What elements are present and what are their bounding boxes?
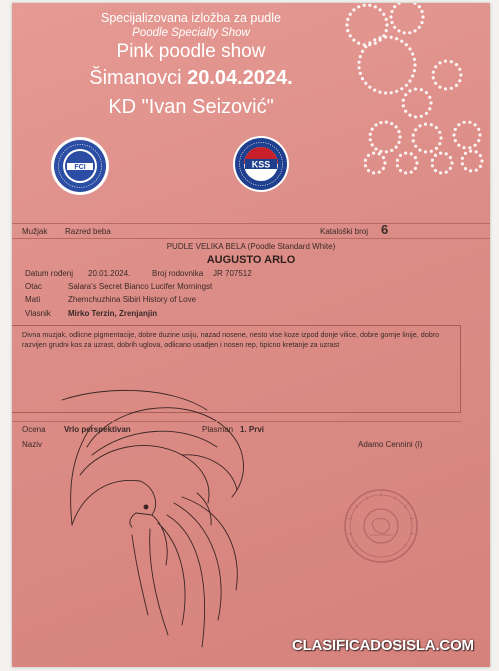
pedigree-label: Broj rodovnika — [152, 269, 204, 278]
poodle-dot — [439, 152, 442, 155]
poodle-dot — [461, 162, 464, 165]
show-title-english: Poodle Specialty Show — [132, 27, 250, 39]
dotted-poodle-graphic — [327, 3, 490, 188]
poodle-dot — [444, 87, 447, 90]
poodle-dot — [450, 87, 453, 90]
pedigree-value: JR 707512 — [213, 269, 252, 278]
poodle-dot — [390, 10, 393, 13]
poodle-dot — [458, 79, 461, 82]
dam-value: Zhemchuzhina Sibiri History of Love — [68, 295, 197, 304]
poodle-dot — [384, 35, 387, 38]
poodle-dot — [357, 5, 360, 8]
poodle-dot — [420, 21, 423, 24]
poodle-dot — [455, 63, 458, 66]
poodle-dot — [418, 5, 421, 8]
site-watermark: CLASIFICADOSISLA.COM — [292, 637, 474, 654]
poodle-dot — [431, 159, 434, 162]
show-name: Pink poodle show — [116, 41, 266, 62]
poodle-dot — [414, 115, 417, 118]
fci-logo-icon — [50, 136, 110, 196]
poodle-dot — [414, 145, 417, 148]
poodle-dot — [430, 123, 433, 126]
poodle-dot — [410, 171, 413, 174]
poodle-dot — [404, 93, 407, 96]
poodle-dot — [371, 143, 374, 146]
poodle-dot — [439, 171, 442, 174]
poodle-dot — [445, 171, 448, 174]
poodle-dot — [477, 128, 480, 131]
poodle-dot — [382, 156, 385, 159]
poodle-dot — [396, 164, 399, 167]
show-title-serbian: Specijalizovana izložba za pudle — [101, 11, 281, 25]
poodle-dot — [414, 128, 417, 131]
poodle-dot — [418, 124, 421, 127]
poodle-dot — [378, 91, 381, 94]
class-value: Razred beba — [65, 227, 111, 236]
poodle-dot — [346, 29, 349, 32]
poodle-dot — [345, 23, 348, 26]
dob-value: 20.01.2024. — [88, 269, 131, 278]
poodle-dot — [430, 150, 433, 153]
owner-label: Vlasnik — [25, 309, 51, 318]
result-divider — [12, 421, 461, 422]
breed-line: PUDLE VELIKA BELA (Poodle Standard White) — [166, 242, 336, 251]
poodle-dot — [404, 171, 407, 174]
poodle-dot — [397, 141, 400, 144]
poodle-dot — [373, 38, 376, 41]
poodle-dot — [364, 164, 367, 167]
entry-divider — [12, 238, 490, 239]
poodle-dot — [455, 84, 458, 87]
poodle-dot — [374, 5, 377, 8]
poodle-dot — [393, 5, 396, 8]
poodle-dot — [367, 154, 370, 157]
poodle-dot — [398, 135, 401, 138]
poodle-dot — [454, 139, 457, 142]
poodle-dot — [390, 122, 393, 125]
poodle-dot — [415, 161, 418, 164]
poodle-dot — [413, 29, 416, 32]
poodle-dot — [383, 161, 386, 164]
fci-logo-label: FCI — [74, 164, 86, 172]
poodle-dot — [385, 150, 388, 153]
poodle-dot — [385, 18, 388, 21]
poodle-dot — [424, 150, 427, 153]
poodle-dot — [414, 88, 417, 91]
poodle-dot — [480, 159, 483, 162]
catalog-label: Kataloški broj — [320, 227, 369, 236]
poodle-dot — [428, 107, 431, 110]
poodle-dot — [425, 112, 428, 115]
poodle-dot — [450, 60, 453, 63]
poodle-dot — [399, 169, 402, 172]
poodle-dot — [449, 156, 452, 159]
poodle-dot — [358, 66, 361, 69]
show-date: 20.04.2024. — [187, 67, 293, 89]
poodle-dot — [373, 89, 376, 92]
poodle-dot — [363, 4, 366, 7]
grade-label: Ocena — [22, 425, 46, 434]
poodle-dot — [444, 60, 447, 63]
poodle-dot — [463, 146, 466, 149]
poodle-dot — [364, 159, 367, 162]
poodle-dot — [478, 133, 481, 136]
poodle-dot — [479, 154, 482, 157]
poodle-dot — [431, 164, 434, 167]
organizer-club: KD "Ivan Seizović" — [108, 96, 274, 118]
sire-value: Salara's Secret Bianco Lucifer Morningst — [68, 282, 213, 291]
poodle-dot — [408, 89, 411, 92]
poodle-dot — [374, 42, 377, 45]
poodle-dot — [403, 31, 406, 34]
poodle-dot — [408, 114, 411, 117]
title-label: Naziv — [22, 440, 43, 449]
dob-label: Datum rođenj — [25, 269, 74, 278]
poodle-dot — [405, 43, 408, 46]
poodle-dot — [382, 167, 385, 170]
poodle-dot — [361, 77, 364, 80]
poodle-dot — [418, 149, 421, 152]
poodle-dot — [434, 82, 437, 85]
critique-text: Divna muzjak, odlicne pigmentacije, dobre duzine usiju, nazad nosene, nesto vise koze izpod donje vilice, dobre gornje linije, dobro razvijen grudni kos za uzrast, dobrih uglova, odlicano usadjen i nosen rep, tipicno kretanje za uzrast — [22, 330, 440, 349]
poodle-dot — [468, 146, 471, 149]
poodle-dot — [438, 86, 441, 89]
poodle-dot — [397, 3, 400, 5]
poodle-dot — [390, 21, 393, 24]
poodle-dot — [420, 115, 423, 118]
poodle-dot — [438, 61, 441, 64]
poodle-dot — [378, 36, 381, 39]
poodle-dot — [374, 147, 377, 150]
poodle-dot — [414, 167, 417, 170]
poodle-dot — [413, 63, 416, 66]
poodle-dot — [389, 15, 392, 18]
poodle-dot — [459, 73, 462, 76]
owner-value: Mirko Terzin, Zrenjanjin — [68, 309, 158, 318]
poodle-dot — [399, 154, 402, 157]
poodle-dot — [413, 69, 416, 72]
poodle-dot — [396, 159, 399, 162]
poodle-dot — [359, 55, 362, 58]
poodle-dot — [479, 165, 482, 168]
poodle-dot — [371, 128, 374, 131]
poodle-dot — [421, 15, 424, 18]
poodle-dot — [395, 90, 398, 93]
poodle-dot — [361, 50, 364, 53]
poodle-dot — [379, 8, 382, 11]
poodle-dot — [352, 8, 355, 11]
poodle-dot — [434, 169, 437, 172]
poodle-dot — [463, 121, 466, 124]
catalog-number: 6 — [381, 222, 389, 237]
poodle-dot — [378, 152, 381, 155]
poodle-dot — [364, 82, 367, 85]
poodle-dot — [369, 138, 372, 141]
poodle-dot — [464, 167, 467, 170]
poodle-dot — [420, 10, 423, 13]
poodle-dot — [390, 149, 393, 152]
poodle-dot — [474, 144, 477, 147]
poodle-dot — [395, 146, 398, 149]
poodle-dot — [390, 36, 393, 39]
poodle-dot — [385, 29, 388, 32]
top-divider — [12, 223, 490, 224]
poodle-dot — [379, 121, 382, 124]
poodle-dot — [452, 133, 455, 136]
poodle-dot — [469, 169, 472, 172]
poodle-dot — [425, 91, 428, 94]
poodle-dot — [405, 84, 408, 87]
dog-name: AUGUSTO ARLO — [206, 254, 296, 266]
poodle-dot — [475, 150, 478, 153]
club-stamp-icon — [342, 487, 420, 565]
poodle-dot — [400, 87, 403, 90]
poodle-dot — [474, 123, 477, 126]
poodle-dot — [395, 37, 398, 40]
poodle-dot — [438, 131, 441, 134]
poodle-dot — [384, 91, 387, 94]
poodle-dot — [434, 65, 437, 68]
poodle-dot — [359, 72, 362, 75]
poodle-dot — [393, 26, 396, 29]
poodle-dot — [397, 29, 400, 32]
poodle-dot — [428, 96, 431, 99]
poodle-dot — [408, 79, 411, 82]
poodle-dot — [411, 52, 414, 55]
poodle-dot — [449, 167, 452, 170]
poodle-dot — [434, 154, 437, 157]
poodle-dot — [378, 171, 381, 174]
poodle-dot — [404, 152, 407, 155]
poodle-dot — [464, 152, 467, 155]
poodle-dot — [439, 136, 442, 139]
poodle-dot — [352, 39, 355, 42]
poodle-dot — [457, 144, 460, 147]
certificate-sheet — [12, 3, 490, 667]
poodle-dot — [367, 169, 370, 172]
poodle-dot — [410, 152, 413, 155]
poodle-dot — [413, 3, 416, 5]
poodle-dot — [385, 121, 388, 124]
poodle-dot — [413, 58, 416, 61]
kss-logo-icon — [232, 135, 290, 193]
poodle-dot — [429, 101, 432, 104]
poodle-dot — [445, 152, 448, 155]
grade-value: Vrlo perspektivan — [64, 425, 131, 434]
poodle-dot — [432, 71, 435, 74]
poodle-dot — [364, 45, 367, 48]
poodle-dot — [349, 13, 352, 16]
poodle-dot — [438, 142, 441, 145]
poodle-dot — [458, 68, 461, 71]
sire-label: Otac — [25, 282, 42, 291]
poodle-dot — [402, 104, 405, 107]
poodle-dot — [411, 74, 414, 77]
poodle-dot — [368, 41, 371, 44]
kss-logo-label: KSS — [251, 159, 271, 170]
poodle-dot — [349, 34, 352, 37]
poodle-dot — [404, 110, 407, 113]
placement-value: 1. Prvi — [240, 425, 265, 434]
poodle-dot — [468, 121, 471, 124]
placement-label: Plasman — [202, 425, 234, 434]
poodle-dot — [420, 88, 423, 91]
poodle-dot — [385, 23, 388, 26]
poodle-dot — [412, 134, 415, 137]
poodle-dot — [435, 126, 438, 129]
sex-value: Mužjak — [22, 227, 48, 236]
poodle-dot — [412, 139, 415, 142]
poodle-dot — [368, 86, 371, 89]
poodle-dot — [469, 150, 472, 153]
poodle-dot — [477, 139, 480, 142]
poodle-dot — [408, 31, 411, 34]
poodle-dot — [435, 147, 438, 150]
poodle-dot — [395, 125, 398, 128]
poodle-dot — [372, 152, 375, 155]
judge-name: Adamo Cennini (I) — [358, 440, 423, 449]
poodle-dot — [432, 76, 435, 79]
poodle-dot — [397, 130, 400, 133]
poodle-dot — [457, 123, 460, 126]
poodle-dot — [414, 156, 417, 159]
poodle-dot — [475, 169, 478, 172]
dam-label: Mati — [25, 295, 41, 304]
poodle-dot — [408, 47, 411, 50]
poodle-dot — [369, 133, 372, 136]
poodle-dot — [461, 157, 464, 160]
poodle-dot — [450, 161, 453, 164]
poodle-dot — [346, 18, 349, 21]
poodle-dot — [382, 13, 385, 16]
poodle-dot — [400, 40, 403, 43]
poodle-dot — [424, 123, 427, 126]
poodle-dot — [368, 4, 371, 7]
poodle-dot — [357, 42, 360, 45]
poodle-dot — [418, 26, 421, 29]
poodle-dot — [358, 61, 361, 64]
show-place-date — [26, 67, 356, 90]
poodle-dot — [390, 91, 393, 94]
poodle-dot — [402, 99, 405, 102]
show-place: Šimanovci — [89, 67, 182, 89]
poodle-dot — [374, 123, 377, 126]
poodle-dot — [372, 171, 375, 174]
poodle-dot — [454, 128, 457, 131]
